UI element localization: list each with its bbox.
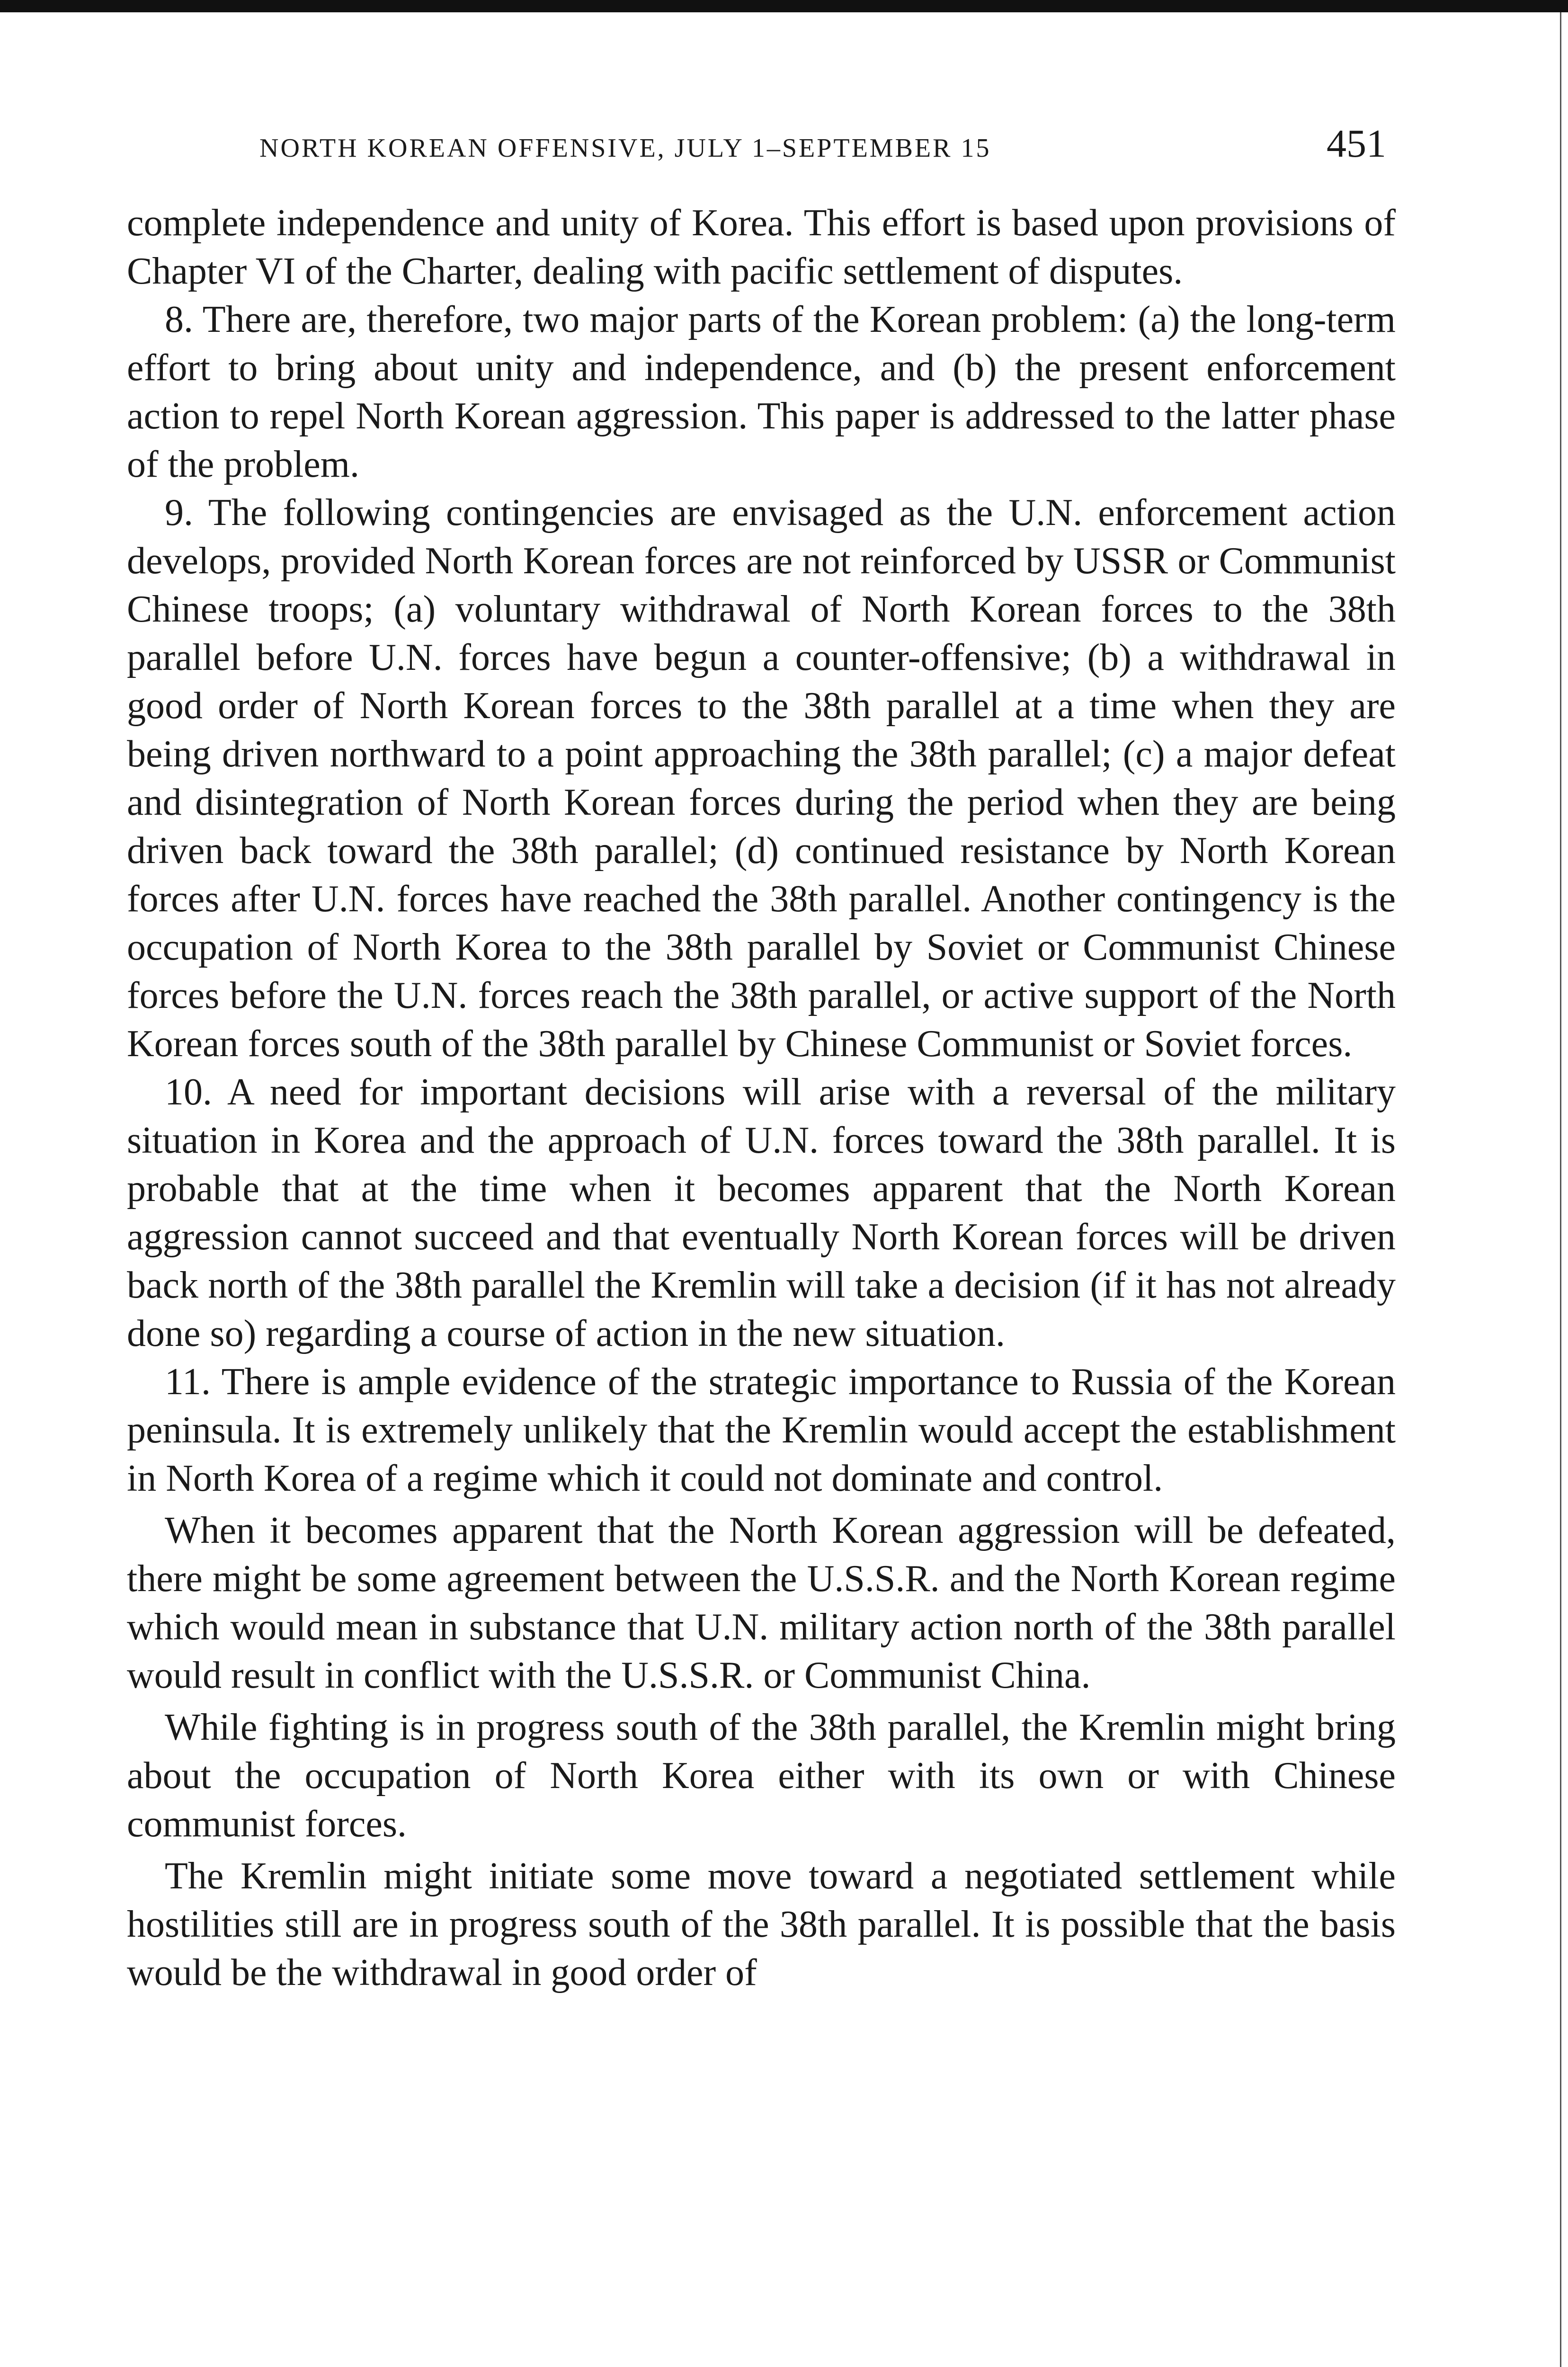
paragraph-continuation: complete independence and unity of Korea. This effort is based upon provisions of Chapter VI of the Charter, dealing with pacific settlement of disputes. — [127, 202, 1396, 292]
running-title: NORTH KOREAN OFFENSIVE, JULY 1–SEPTEMBER 15 — [259, 133, 991, 163]
document-page — [127, 121, 1396, 1997]
paragraph-11-continued-a: When it becomes apparent that the North Korean aggression will be defeated, there might be some agreement between the U.S.S.R. and the North Korean regime which would mean in substance that U.N. military action north of the 38th parallel would result in conflict with the U.S.S.R. or Communist China. — [127, 1510, 1396, 1696]
top-border-rule — [0, 0, 1568, 12]
paragraph-11-continued-b: While fighting is in progress south of the 38th parallel, the Kremlin might bring about the occupation of North Korea either with its own or with Chinese communist forces. — [127, 1707, 1396, 1845]
paragraph-9: 9. The following contingencies are envisaged as the U.N. enforcement action develops, provided North Korean forces are not reinforced by USSR or Communist Chinese troops; (a) voluntary withdrawal of North Korean forces to the 38th parallel before U.N. forces have begun a counter-offensive; (b) a withdrawal in good order of North Korean forces to the 38th parallel at a time when they are being driven northward to a point approaching the 38th parallel; (c) a major defeat and disintegration of North Korean forces during the period when they are being driven back toward the 38th parallel; (d) continued resistance by North Korean forces after U.N. forces have reached the 38th parallel. Another contingency is the occupation of North Korea to the 38th parallel by Soviet or Communist Chinese forces before the U.N. forces reach the 38th parallel, or active support of the North Korean forces south of the 38th parallel by Chinese Communist or Soviet forces. — [127, 492, 1396, 1065]
paragraph-11: 11. There is ample evidence of the strategic importance to Russia of the Korean peninsula. It is extremely unlikely that the Kremlin would accept the establishment in North Korea of a regime which it could not dominate and control. — [127, 1361, 1396, 1499]
page-edge-line — [1560, 12, 1561, 2367]
page-number: 451 — [1327, 122, 1386, 166]
paragraph-11-continued-c: The Kremlin might initiate some move toward a negotiated settlement while hostilities still are in progress south of the 38th parallel. It is possible that the basis would be the withdrawal in good order of — [127, 1855, 1396, 1993]
paragraph-10: 10. A need for important decisions will arise with a reversal of the military situation in Korea and the approach of U.N. forces toward the 38th parallel. It is probable that at the time when it becomes apparent that the North Korean aggression cannot succeed and that eventually North Korean forces will be driven back north of the 38th parallel the Kremlin will take a decision (if it has not already done so) regarding a course of action in the new situation. — [127, 1071, 1396, 1354]
body-text — [127, 199, 1396, 1997]
running-header — [127, 121, 1396, 187]
paragraph-8: 8. There are, therefore, two major parts of the Korean problem: (a) the long-term effort to bring about unity and independence, and (b) the present enforcement action to repel North Korean aggression. This paper is addressed to the latter phase of the problem. — [127, 299, 1396, 485]
